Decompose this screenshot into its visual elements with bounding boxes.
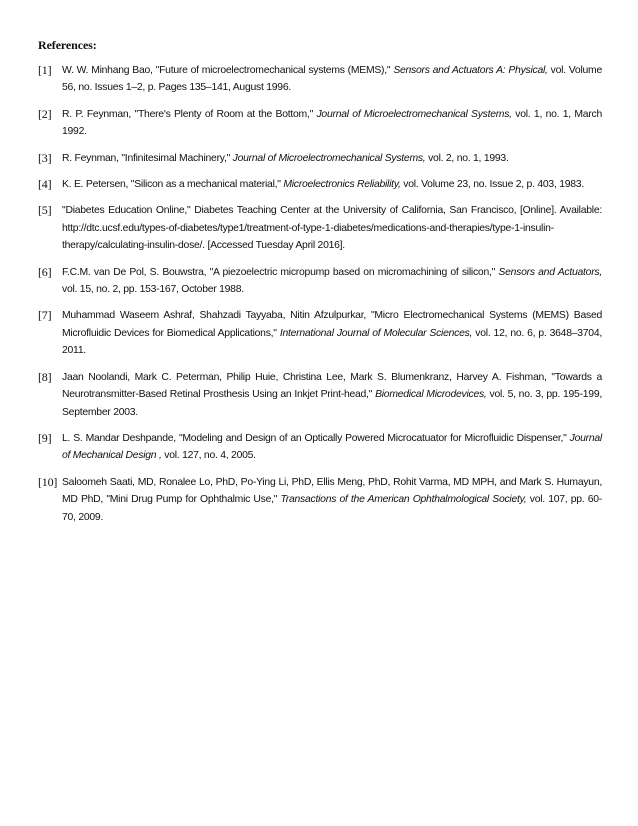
reference-number: [1] <box>38 63 52 77</box>
reference-number: [3] <box>38 150 52 165</box>
reference-text <box>62 176 602 193</box>
reference-details: vol. 127, no. 4, 2005. <box>161 450 256 462</box>
reference-citation: R. Feynman, "Infinitesimal Machinery," <box>62 152 233 164</box>
reference-citation: Muhammad Waseem Ashraf, Shahzadi Tayyaba, Nitin Afzulpurkar, "Micro Electromechanical Systems (MEMS) Based Microfluidic Devices for Biomedical Applications," <box>62 310 602 339</box>
reference-text <box>62 307 602 359</box>
reference-item <box>38 106 602 141</box>
reference-number: [7] <box>38 308 52 323</box>
reference-source: Microelectronics Reliability, <box>283 179 401 191</box>
reference-number: [9] <box>38 430 52 445</box>
reference-number: [2] <box>38 106 52 121</box>
reference-number: [10] <box>38 474 58 489</box>
reference-text <box>62 264 602 299</box>
reference-item <box>38 264 602 299</box>
reference-citation: L. S. Mandar Deshpande, "Modeling and Design of an Optically Powered Microcatuator for Microfluidic Dispenser," <box>62 432 570 444</box>
reference-text <box>62 106 602 141</box>
reference-citation: W. W. Minhang Bao, "Future of microelectromechanical systems (MEMS)," <box>62 65 394 76</box>
reference-item <box>38 430 602 465</box>
reference-number: [8] <box>38 369 52 384</box>
reference-item <box>38 307 602 359</box>
references-heading: References: <box>38 38 97 52</box>
reference-number: [6] <box>38 264 52 279</box>
reference-list <box>38 62 602 535</box>
reference-source: Journal of Microelectromechanical Systems, <box>232 152 426 164</box>
reference-citation: K. E. Petersen, "Silicon as a mechanical material," <box>62 179 284 191</box>
reference-text <box>62 369 602 421</box>
reference-item <box>38 150 602 167</box>
reference-text <box>62 474 602 526</box>
reference-number: [5] <box>38 203 52 218</box>
reference-source: Sensors and Actuators, <box>498 266 602 278</box>
reference-citation: F.C.M. van De Pol, S. Bouwstra, "A piezoelectric micropump based on micromachining of silicon," <box>62 266 499 278</box>
reference-source: Sensors and Actuators A: Physical, <box>393 65 548 76</box>
reference-details: vol. Volume 56, no. Issues 1–2, p. Pages 135–141, August 1996. <box>62 65 602 94</box>
reference-citation: R. P. Feynman, "There's Plenty of Room at the Bottom," <box>62 108 317 120</box>
reference-number: [4] <box>38 177 52 192</box>
reference-citation: Jaan Noolandi, Mark C. Peterman, Philip Huie, Christina Lee, Mark S. Blumenkranz, Harvey A. Fishman, "Towards a Neurotransmitter-Based Retinal Prosthesis Using an Inkjet Print-head," <box>62 371 602 401</box>
reference-item <box>38 176 602 193</box>
reference-citation: Saloomeh Saati, MD, Ronalee Lo, PhD, Po-Ying Li, PhD, Ellis Meng, PhD, Rohit Varma, MD MPH, and Mark S. Humayun, MD PhD, "Mini Drug Pump for Ophthalmic Use," <box>62 476 602 506</box>
reference-details: vol. 1, no. 1, March 1992. <box>62 108 603 138</box>
reference-item <box>38 202 602 254</box>
reference-text <box>62 150 602 167</box>
reference-item <box>38 369 602 421</box>
reference-item <box>38 62 602 97</box>
reference-citation: "Diabetes Education Online," Diabetes Teaching Center at the University of California, San Francisco, [Online]. Available: http://dtc.ucsf.edu/types-of-diabetes/type1/treatment-of-type-1-diabetes/medications-and-therapies/type-1-insulin-therapy/calculating-insulin-dose/. [Accessed Tuesday April 2016]. <box>62 205 602 252</box>
reference-text <box>62 202 602 254</box>
reference-item <box>38 474 602 526</box>
reference-details: vol. 107, pp. 60-70, 2009. <box>62 494 602 523</box>
reference-details: vol. 12, no. 6, p. 3648–3704, 2011. <box>62 327 602 357</box>
reference-text <box>62 430 602 465</box>
reference-source: Journal of Mechanical Design , <box>62 432 602 462</box>
reference-details: vol. 5, no. 3, pp. 195-199, September 2003. <box>62 389 602 418</box>
reference-source: Journal of Microelectromechanical Systems, <box>316 108 512 120</box>
reference-source: Transactions of the American Ophthalmological Society, <box>280 494 527 506</box>
reference-details: vol. 2, no. 1, 1993. <box>425 152 509 164</box>
reference-text <box>62 62 602 97</box>
reference-details: vol. 15, no. 2, pp. 153-167, October 1988. <box>62 284 244 296</box>
reference-source: International Journal of Molecular Sciences, <box>279 327 473 339</box>
reference-source: Biomedical Microdevices, <box>375 389 487 401</box>
reference-details: vol. Volume 23, no. Issue 2, p. 403, 1983. <box>400 179 584 191</box>
